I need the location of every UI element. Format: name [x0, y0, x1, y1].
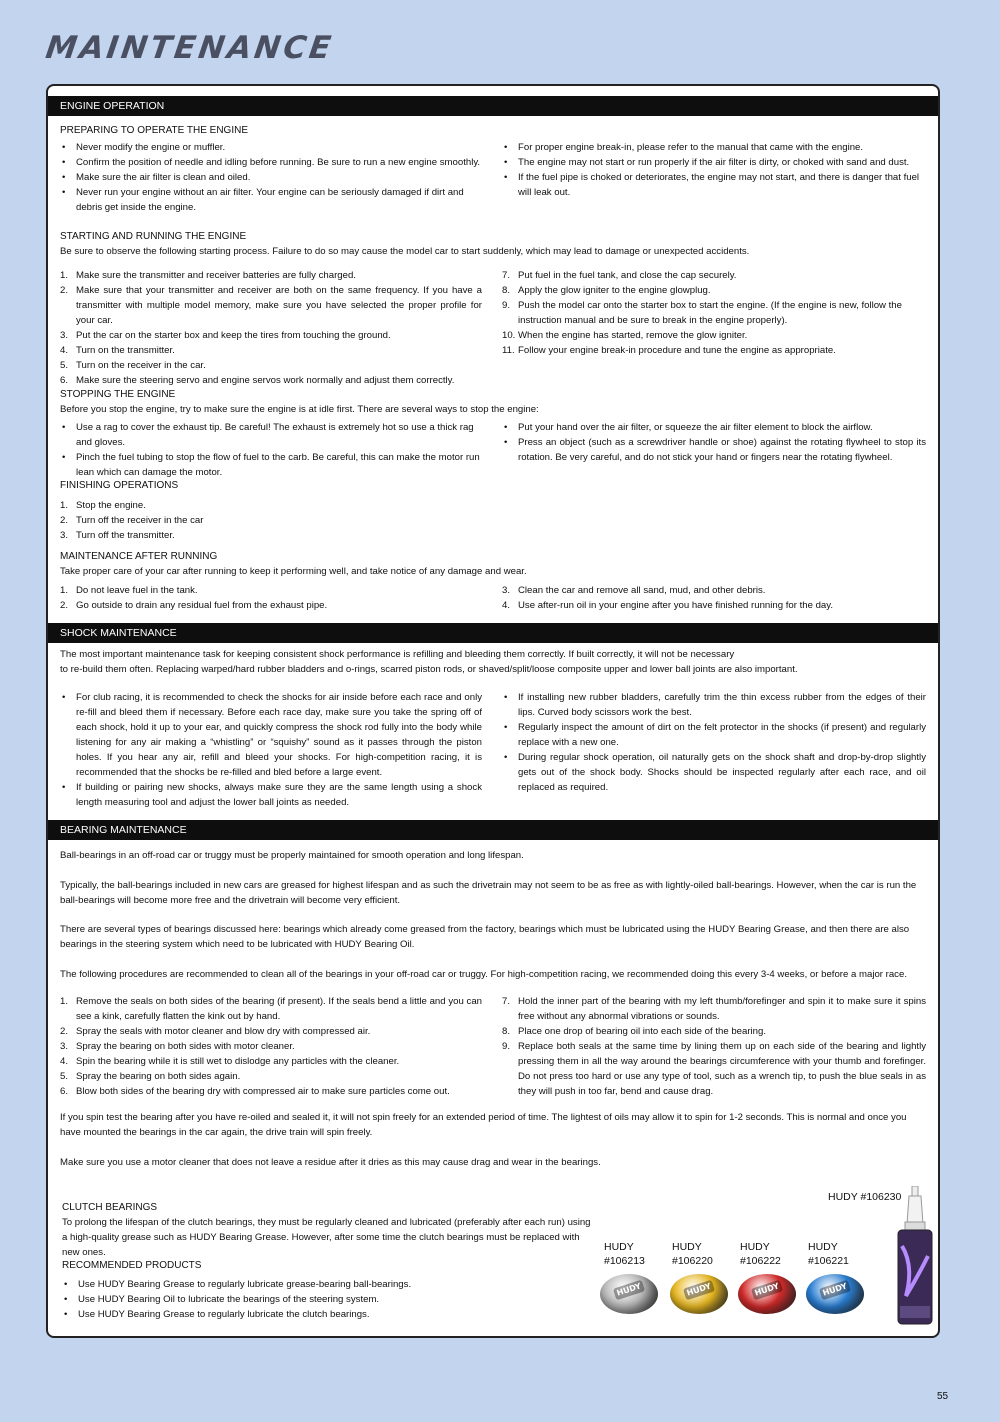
stopping-list-right [502, 420, 926, 465]
list-item: 4. Spin the bearing while it is still wet to dislodge any particles with the cleaner. [60, 1056, 400, 1067]
subheading-finishing: FINISHING OPERATIONS [60, 480, 179, 491]
section-bar-shock-maintenance: SHOCK MAINTENANCE [48, 623, 938, 643]
product-label: HUDY #106213 [604, 1241, 645, 1267]
list-item: • The engine may not start or run properly if the air filter is dirty, or choked with sand and dust. [502, 155, 926, 170]
list-item: 5. Turn on the receiver in the car. [60, 360, 206, 371]
product-label: HUDY #106222 [740, 1241, 781, 1267]
list-item: 1. Remove the seals on both sides of the bearing (if present). If the seals bend a little and you can see a kink, carefully flatten the kink out by hand. [60, 996, 482, 1022]
list-item: • Use HUDY Bearing Grease to regularly lubricate the clutch bearings. [62, 1307, 582, 1322]
grease-jar-image [806, 1274, 864, 1324]
list-item: 6. Make sure the steering servo and engine servos work normally and adjust them correctly. [60, 375, 455, 386]
list-item: • Use HUDY Bearing Oil to lubricate the bearings of the steering system. [62, 1292, 582, 1307]
product-label: HUDY #106220 [672, 1241, 713, 1267]
list-item: 7. Put fuel in the fuel tank, and close the cap securely. [502, 270, 737, 281]
starting-list-right [502, 268, 926, 358]
preparing-list-right [502, 140, 926, 200]
stopping-intro: Before you stop the engine, try to make sure the engine is at idle first. There are several ways to stop the engine: [60, 404, 539, 415]
oil-product-label: HUDY #106230 [828, 1191, 902, 1203]
grease-jar-image [670, 1274, 728, 1324]
page-title: MAINTENANCE [43, 30, 336, 66]
section-bar-engine-operation: ENGINE OPERATION [48, 96, 938, 116]
list-item: • If the fuel pipe is choked or deteriorates, the engine may not start, and there is danger that fuel will leak out. [502, 170, 926, 200]
list-item: 1. Make sure the transmitter and receiver batteries are fully charged. [60, 270, 356, 281]
list-item: • Confirm the position of needle and idling before running. Be sure to run a new engine smoothly. [60, 155, 482, 170]
list-item: 6. Blow both sides of the bearing dry with compressed air to make sure particles come out. [60, 1086, 450, 1097]
list-item: • Never run your engine without an air filter. Your engine can be seriously damaged if dirt and debris get inside the engine. [60, 185, 482, 215]
list-item: • Never modify the engine or muffler. [60, 140, 482, 155]
subheading-after-running: MAINTENANCE AFTER RUNNING [60, 551, 218, 562]
section-bar-bearing-maintenance: BEARING MAINTENANCE [48, 820, 938, 840]
list-item: 5. Spray the bearing on both sides again. [60, 1071, 241, 1082]
subheading-clutch-bearings: CLUTCH BEARINGS [62, 1202, 158, 1213]
finishing-list [60, 498, 482, 543]
list-item: • If installing new rubber bladders, carefully trim the thin excess rubber from the edges of their lips. Curved body scissors work the best. [502, 690, 926, 720]
bearing-paragraph-4: The following procedures are recommended to clean all of the bearings in your off-road car or truggy. For high-competition racing, we recommended doing this every 3-4 weeks, or before a major race. [60, 969, 907, 980]
list-item: 1. Do not leave fuel in the tank. [60, 585, 198, 596]
page-number: 55 [937, 1391, 949, 1402]
list-item: 2. Make sure that your transmitter and receiver are both on the same frequency. If you have a transmitter with multiple model memory, make sure you have selected the proper profile for your car. [60, 285, 482, 326]
subheading-stopping: STOPPING THE ENGINE [60, 389, 176, 400]
shock-intro-1: The most important maintenance task for keeping consistent shock performance is refilling and bleeding them correctly. If built correctly, it will not be necessary [60, 649, 735, 660]
list-item: 1. Stop the engine. [60, 500, 146, 511]
bearing-paragraph-6: Make sure you use a motor cleaner that does not leave a residue after it dries as this may cause drag and wear in the bearings. [60, 1157, 601, 1168]
list-item: • Use HUDY Bearing Grease to regularly lubricate grease-bearing ball-bearings. [62, 1277, 582, 1292]
shock-intro-2: to re-build them often. Replacing warped/hard rubber bladders and o-rings, scarred piston rods, or shaved/split/loose composite upper and lower ball joints are also important. [60, 664, 798, 675]
bearing-paragraph-2: Typically, the ball-bearings included in new cars are greased for highest lifespan and as such the drivetrain may not seem to be as free as with lightly-oiled ball-bearings. However, when the car is run the ball-bearings will become more free and the drivetrain will become very efficient. [60, 880, 917, 906]
list-item: • Put your hand over the air filter, or squeeze the air filter element to block the airflow. [502, 420, 926, 435]
stopping-list-left [60, 420, 482, 480]
list-item: 4. Turn on the transmitter. [60, 345, 175, 356]
product-label: HUDY #106221 [808, 1241, 849, 1267]
bearing-paragraph-3: There are several types of bearings discussed here: bearings which already come greased from the factory, bearings which must be lubricated using the HUDY Bearing Grease, and then there are also bearings in the steering system which need to be lubricated with HUDY Bearing Oil. [60, 924, 910, 950]
oil-bottle-image [892, 1186, 938, 1326]
list-item: 2. Go outside to drain any residual fuel from the exhaust pipe. [60, 600, 328, 611]
list-item: 8. Apply the glow igniter to the engine glowplug. [502, 285, 711, 296]
bearing-paragraph-1: Ball-bearings in an off-road car or truggy must be properly maintained for smooth operation and long lifespan. [60, 850, 524, 861]
list-item: • Press an object (such as a screwdriver handle or shoe) against the rotating flywheel to stop its rotation. Be very careful, and do not stick your hand or fingers near the rotating flywheel. [502, 435, 926, 465]
list-item: 8. Place one drop of bearing oil into each side of the bearing. [502, 1026, 767, 1037]
list-item: • Regularly inspect the amount of dirt on the felt protector in the shocks (if present) and regularly replace with a new one. [502, 720, 926, 750]
list-item: 2. Spray the seals with motor cleaner and blow dry with compressed air. [60, 1026, 371, 1037]
list-item: 11. Follow your engine break-in procedure and tune the engine as appropriate. [502, 345, 836, 356]
list-item: 3. Spray the bearing on both sides with motor cleaner. [60, 1041, 295, 1052]
after-running-list-right [502, 583, 926, 613]
list-item: 7. Hold the inner part of the bearing with my left thumb/forefinger and spin it to make sure it spins free without any abnormal vibrations or sounds. [502, 996, 926, 1022]
list-item: 9. Push the model car onto the starter box to start the engine. (If the engine is new, follow the instruction manual and be sure to break in the engine properly). [502, 300, 902, 326]
list-item: 3. Clean the car and remove all sand, mud, and other debris. [502, 585, 766, 596]
jar-logo: HUDY [751, 1280, 783, 1301]
product-images [604, 1186, 934, 1326]
bearing-paragraph-5: If you spin test the bearing after you have re-oiled and sealed it, it will not spin freely for an extended period of time. The lightest of oils may allow it to spin for 1-2 seconds. This is normal and once you have mounted the bearings in the car again, the drive train will spin freely. [60, 1112, 907, 1138]
clutch-bearings-text: To prolong the lifespan of the clutch bearings, they must be regularly cleaned and lubricated (preferably after each run) using a high-quality grease such as HUDY Bearing Grease. However, after some time the clutch bearings must be replaced with new ones. [62, 1217, 591, 1258]
list-item: • Pinch the fuel tubing to stop the flow of fuel to the carb. Be careful, this can make the motor run lean which can damage the motor. [60, 450, 482, 480]
list-item: 3. Turn off the transmitter. [60, 530, 175, 541]
list-item: • If building or pairing new shocks, always make sure they are the same length using a shock length measuring tool and adjust the lower ball joints as needed. [60, 780, 482, 810]
subheading-preparing: PREPARING TO OPERATE THE ENGINE [60, 125, 249, 136]
starting-intro: Be sure to observe the following starting process. Failure to do so may cause the model car to start suddenly, which may lead to damage or unexpected accidents. [60, 246, 750, 257]
recommended-products-list [62, 1277, 582, 1322]
shock-list-right [502, 690, 926, 795]
list-item: • Use a rag to cover the exhaust tip. Be careful! The exhaust is extremely hot so use a thick rag and gloves. [60, 420, 482, 450]
list-item: 2. Turn off the receiver in the car [60, 515, 204, 526]
starting-list-left [60, 268, 482, 388]
bearing-list-left [60, 994, 482, 1099]
jar-logo: HUDY [819, 1280, 851, 1301]
list-item: • Make sure the air filter is clean and oiled. [60, 170, 482, 185]
bearing-list-right [502, 994, 926, 1099]
jar-logo: HUDY [613, 1280, 645, 1301]
list-item: • For proper engine break-in, please refer to the manual that came with the engine. [502, 140, 926, 155]
grease-jar-image [600, 1274, 658, 1324]
list-item: 10. When the engine has started, remove the glow igniter. [502, 330, 748, 341]
list-item: 4. Use after-run oil in your engine after you have finished running for the day. [502, 600, 834, 611]
after-running-intro: Take proper care of your car after running to keep it performing well, and take notice of any damage and wear. [60, 566, 527, 577]
grease-jar-image [738, 1274, 796, 1324]
subheading-recommended-products: RECOMMENDED PRODUCTS [62, 1260, 202, 1271]
preparing-list-left [60, 140, 482, 215]
after-running-list-left [60, 583, 482, 613]
list-item: 3. Put the car on the starter box and keep the tires from touching the ground. [60, 330, 391, 341]
list-item: • During regular shock operation, oil naturally gets on the shock shaft and drop-by-drop slightly gets out of the shock body. Shocks should be inspected regularly after each race, and oil replaced as required. [502, 750, 926, 795]
list-item: • For club racing, it is recommended to check the shocks for air inside before each race and only re-fill and bleed them if necessary. Before each race day, make sure you take the spring off of each shock, hold it up to your ear, and quickly compress the shock rod fully into the body while listening for any air making a “whistling” or “squishy” sound as it passes through the piston holes. If you hear any air, refill and bleed your shocks. For high-competition racing, it is recommended that the shocks be re-filled and bled before a large event. [60, 690, 482, 780]
content-panel [46, 84, 940, 1338]
subheading-starting: STARTING AND RUNNING THE ENGINE [60, 231, 247, 242]
shock-list-left [60, 690, 482, 810]
list-item: 9. Replace both seals at the same time by lining them up on each side of the bearing and lightly pressing them in all the way around the bearings circumference with your thumb and forefinger. Do not press too hard or use any type of tool, such as a wrench tip, to push the blue seals in as they will push in too far, bend and cause drag. [502, 1041, 926, 1097]
jar-logo: HUDY [683, 1280, 715, 1301]
